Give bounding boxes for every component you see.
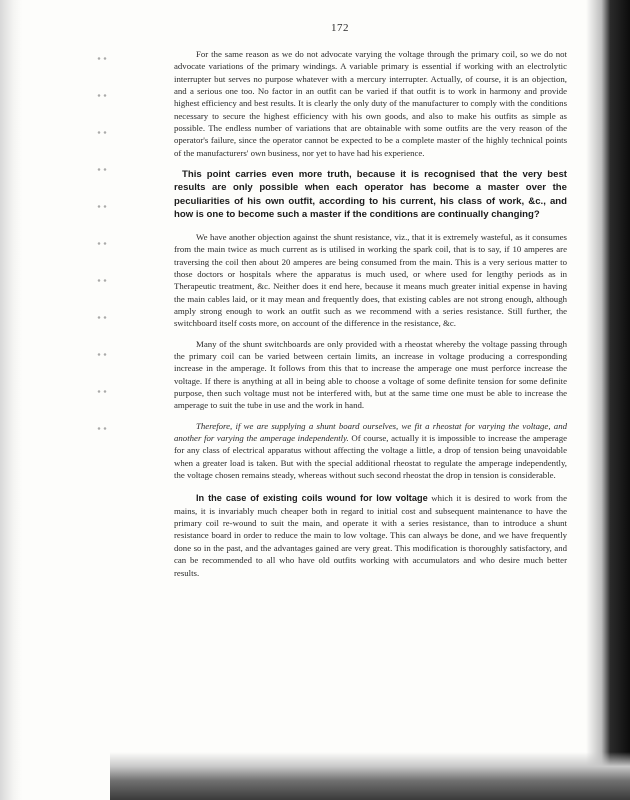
italic-sentence: Therefore, if we are supplying a shunt board ourselves, we fit a rheostat for varying the voltage, and another for varying the amperage independently.	[174, 420, 567, 444]
page-bottom-shadow	[110, 752, 630, 800]
paragraph-low-voltage-coils	[174, 492, 567, 578]
bold-heading-paragraph: This point carries even more truth, because it is recognised that the very best results are only possible when each operator has become a master over the peculiarities of his own outfit, according to his current, his class of work, &c., and how is one to become such a master if the conditions are continually changing?	[174, 169, 567, 220]
paragraph-primary-windings: For the same reason as we do not advocate varying the voltage through the primary coil, so we do not advocate variations of the primary windings. A variable primary is essential if working with an electrolytic interrupter but serves no purpose whatever with a mercury interrupter. Actually, of course, it is an objection, and a serious one too. No factor in an outfit can be varied if that outfit is to work in harmony and provide highest efficiency and best results. It is clearly the only duty of the manufacturer to comply with the conditions necessary to secure the highest efficiency with his own goods, and also to make his outfits as simple as possible. The endless number of variations that are obtainable with some outfits are the very reason of the operator's failure, since the operator cannot be expected to be a complete master of the highly technical points of the manufacturers' own business, nor yet to have had his experience.	[174, 49, 567, 158]
page-number: 172	[331, 22, 349, 34]
bold-lead-phrase: In the case of existing coils wound for low voltage	[196, 493, 428, 504]
paragraph-shunt-resistance: We have another objection against the shunt resistance, viz., that it is extremely wasteful, as it consumes from the main twice as much current as is utilised in working the spark coil, that is to say, if 10 amperes are traversing the coil then about 20 amperes are being consumed from the main. This is a very serious matter to those doctors or hospitals where the apparatus is much used, or where used for lengthy periods as in Therapeutic treatment, &c. Neither does it end here, because it means much greater initial expense in having the main cables laid, or it may mean and frequently does, that existing cables are not strong enough, although amply strong enough to work an outfit such as we recommend with a series resistance. Still further, the switchboard itself costs more, on account of the difference in the resistance, &c.	[174, 231, 567, 329]
page-left-shadow	[0, 0, 22, 800]
page-right-shadow	[586, 0, 630, 800]
binding-speckles	[96, 40, 108, 460]
paragraph-rheostat	[174, 420, 567, 482]
paragraph-rheostat-rest: Of course, actually it is impossible to increase the amperage for any class of electrical apparatus without affecting the voltage a little, a drop of tension being unavoidable when a greater load is taken. But with the special additional rheostat to regulate the amperage independently, the voltage chosen remains steady, whereas without such second rheostat the drop in tension is considerable.	[174, 433, 568, 481]
paragraph-low-voltage-rest: which it is desired to work from the mains, it is invariably much cheaper both in regard to initial cost and subsequent maintenance to have the primary coil re-wound to suit the main, and operate it with a series resistance, than to introduce a shunt resistance board in order to reduce the main to low voltage. This can always be done, and we have frequently done so in the past, and the advantages gained are very great. This modification is thoroughly satisfactory, and can be recommended to all who have old outfits working with accumulators and who desire much better results.	[174, 493, 567, 578]
page-body	[174, 48, 567, 579]
paragraph-shunt-switchboards: Many of the shunt switchboards are only provided with a rheostat whereby the voltage passing through the primary coil can be varied between certain limits, an increase in voltage producing a corresponding increase in the amperage. It follows from this that to increase the amperage one must perforce increase the voltage. If there is anything at all in being able to choose a voltage of some definite tension for some definite purpose, then such voltage must not be interfered with, but at the same time one must be able to increase the amperage to suit the tube in use and the work in hand.	[174, 338, 567, 411]
